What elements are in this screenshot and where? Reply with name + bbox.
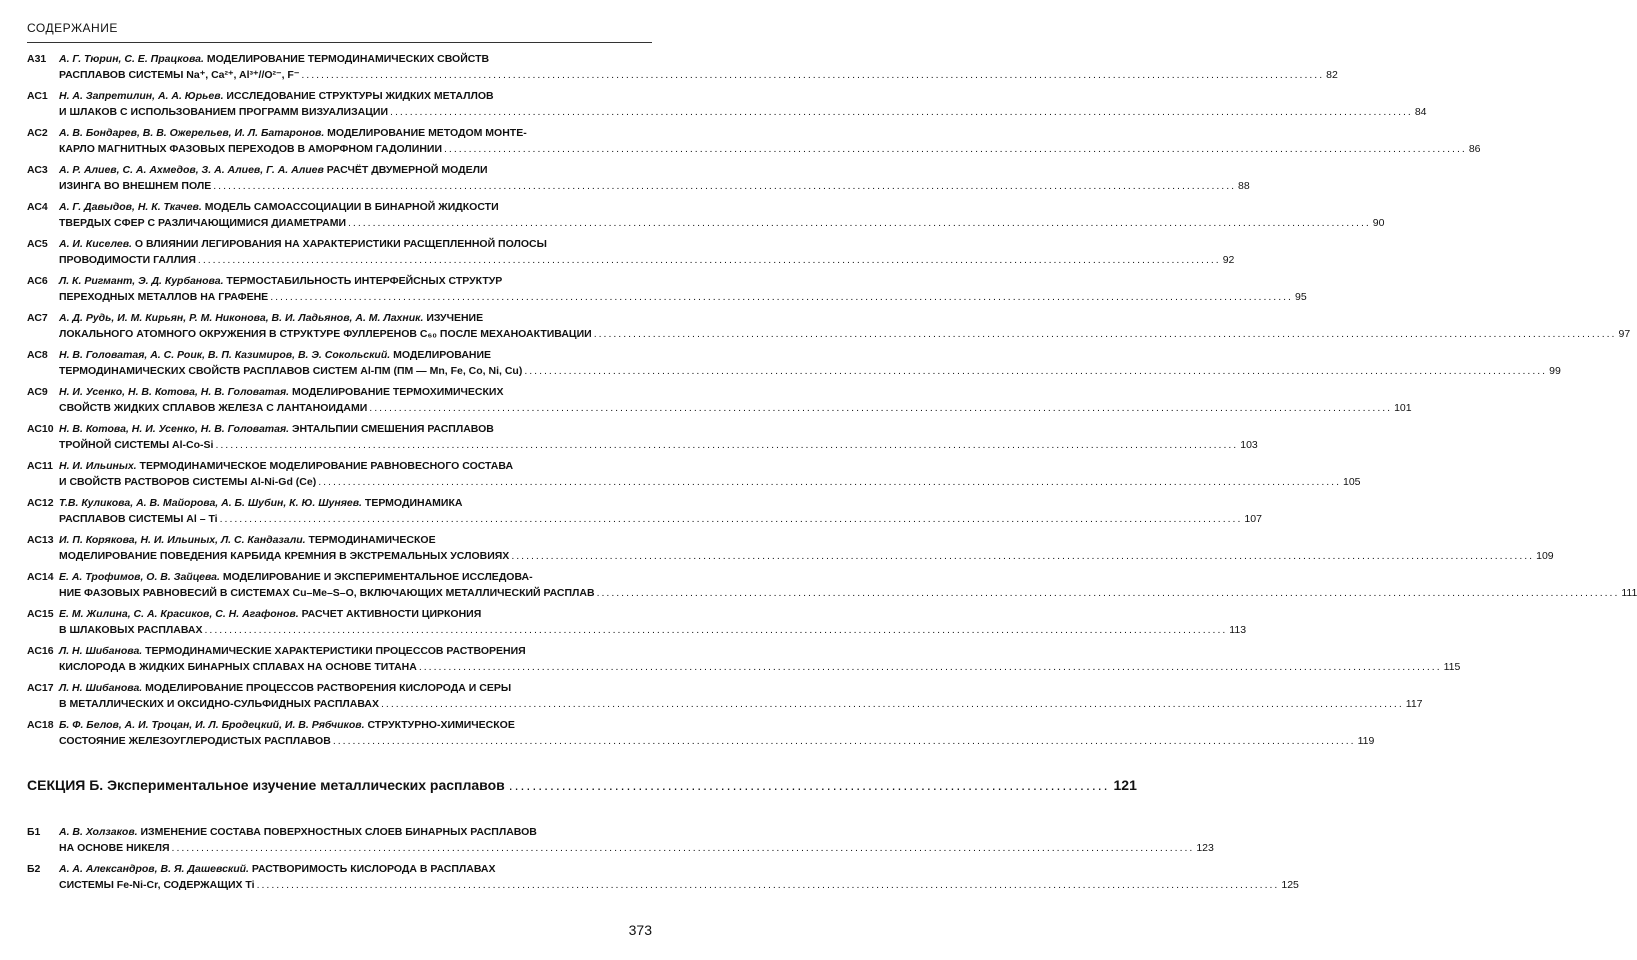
- entry-code: АС15: [27, 608, 54, 620]
- toc-list-b: [27, 825, 1299, 899]
- dot-leader: [348, 216, 1371, 232]
- entry-title: РАСТВОРИМОСТЬ КИСЛОРОДА В РАСПЛАВАХ: [248, 863, 496, 875]
- entry-title-cont: ТВЕРДЫХ СФЕР С РАЗЛИЧАЮЩИМИСЯ ДИАМЕТРАМИ: [59, 216, 346, 229]
- entry-authors: А. И. Киселев.: [59, 238, 132, 250]
- entry-title-cont: СВОЙСТВ ЖИДКИХ СПЛАВОВ ЖЕЛЕЗА С ЛАНТАНОИДАМИ: [59, 401, 368, 414]
- entry-title-cont: ТРОЙНОЙ СИСТЕМЫ Al-Co-Si: [59, 438, 214, 451]
- dot-leader: [333, 734, 1356, 750]
- dot-leader: [198, 253, 1221, 269]
- entry-page: 101: [1394, 401, 1412, 414]
- entry-title: ТЕРМОДИНАМИЧЕСКОЕ МОДЕЛИРОВАНИЕ РАВНОВЕСНОГО СОСТАВА: [136, 460, 514, 472]
- toc-entry[interactable]: [27, 126, 1481, 157]
- toc-entry[interactable]: [27, 496, 1262, 527]
- toc-entry[interactable]: [27, 385, 1412, 416]
- dot-leader: [597, 586, 1620, 602]
- entry-title-cont: МОДЕЛИРОВАНИЕ ПОВЕДЕНИЯ КАРБИДА КРЕМНИЯ В ЭКСТРЕМАЛЬНЫХ УСЛОВИЯХ: [59, 549, 510, 562]
- entry-code: АС7: [27, 312, 48, 324]
- entry-page: 113: [1229, 623, 1247, 636]
- toc-entry[interactable]: [27, 200, 1385, 231]
- entry-title: СТРУКТУРНО-ХИМИЧЕСКОЕ: [364, 719, 515, 731]
- entry-title-cont: ЛОКАЛЬНОГО АТОМНОГО ОКРУЖЕНИЯ В СТРУКТУРЕ ФУЛЛЕРЕНОВ C₆₀ ПОСЛЕ МЕХАНОАКТИВАЦИИ: [59, 327, 592, 340]
- toc-list: [27, 52, 1637, 755]
- toc-entry[interactable]: [27, 459, 1361, 490]
- entry-title: ТЕРМОДИНАМИЧЕСКОЕ: [305, 534, 436, 546]
- toc-entry[interactable]: [27, 570, 1637, 601]
- entry-authors: А. В. Бондарев, В. В. Ожерельев, И. Л. Батаронов.: [59, 127, 325, 139]
- entry-code: АС3: [27, 164, 48, 176]
- entry-code: АС9: [27, 386, 48, 398]
- entry-title: ТЕРМОСТАБИЛЬНОСТЬ ИНТЕРФЕЙСНЫХ СТРУКТУР: [223, 275, 503, 287]
- dot-leader: [257, 878, 1280, 894]
- entry-authors: И. П. Корякова, Н. И. Ильиных, Л. С. Кандазали.: [59, 534, 306, 546]
- entry-title: РАСЧЕТ АКТИВНОСТИ ЦИРКОНИЯ: [298, 608, 482, 620]
- entry-title-cont: ПРОВОДИМОСТИ ГАЛЛИЯ: [59, 253, 196, 266]
- entry-title-cont: ПЕРЕХОДНЫХ МЕТАЛЛОВ НА ГРАФЕНЕ: [59, 290, 269, 303]
- entry-title: ЭНТАЛЬПИИ СМЕШЕНИЯ РАСПЛАВОВ: [289, 423, 494, 435]
- dot-leader: [511, 549, 1534, 565]
- entry-title-cont: РАСПЛАВОВ СИСТЕМЫ Na⁺, Ca²⁺, Al³⁺//O²⁻, F⁻: [59, 68, 300, 81]
- entry-page: 86: [1468, 142, 1481, 155]
- entry-title: МОДЕЛИРОВАНИЕ ТЕРМОХИМИЧЕСКИХ: [289, 386, 504, 398]
- entry-title-cont: НА ОСНОВЕ НИКЕЛЯ: [59, 841, 170, 854]
- entry-code: АС8: [27, 349, 48, 361]
- entry-page: 90: [1372, 216, 1385, 229]
- entry-authors: А. В. Холзаков.: [59, 826, 138, 838]
- toc-entry[interactable]: [27, 825, 1214, 856]
- entry-authors: Е. М. Жилина, С. А. Красиков, С. Н. Агафонов.: [59, 608, 299, 620]
- entry-code: АС18: [27, 719, 54, 731]
- entry-page: 115: [1443, 660, 1461, 673]
- entry-page: 97: [1618, 327, 1631, 340]
- dot-leader: [369, 401, 1392, 417]
- entry-page: 103: [1240, 438, 1258, 451]
- entry-authors: А. Д. Рудь, И. М. Кирьян, Р. М. Никонова, В. И. Ладьянов, А. М. Лахник.: [59, 312, 424, 324]
- dot-leader: [172, 841, 1195, 857]
- entry-code: АС5: [27, 238, 48, 250]
- entry-authors: А. Г. Давыдов, Н. К. Ткачев.: [59, 201, 202, 213]
- entry-authors: А. Г. Тюрин, С. Е. Працкова.: [59, 53, 204, 65]
- entry-code: АС2: [27, 127, 48, 139]
- entry-code: АС13: [27, 534, 54, 546]
- entry-title-cont: ИЗИНГА ВО ВНЕШНЕМ ПОЛЕ: [59, 179, 212, 192]
- entry-title-cont: КАРЛО МАГНИТНЫХ ФАЗОВЫХ ПЕРЕХОДОВ В АМОРФНОМ ГАДОЛИНИИ: [59, 142, 443, 155]
- entry-code: АС14: [27, 571, 54, 583]
- entry-authors: Л. Н. Шибанова.: [59, 645, 143, 657]
- entry-page: 117: [1405, 697, 1423, 710]
- entry-title-cont: СИСТЕМЫ Fe-Ni-Cr, СОДЕРЖАЩИХ Ti: [59, 878, 255, 891]
- entry-title-cont: КИСЛОРОДА В ЖИДКИХ БИНАРНЫХ СПЛАВАХ НА ОСНОВЕ ТИТАНА: [59, 660, 417, 673]
- entry-authors: Н. А. Запретилин, А. А. Юрьев.: [59, 90, 224, 102]
- entry-code: Б2: [27, 863, 41, 875]
- entry-code: АС12: [27, 497, 54, 509]
- entry-authors: Н. В. Котова, Н. И. Усенко, Н. В. Головатая.: [59, 423, 290, 435]
- entry-title-cont: ТЕРМОДИНАМИЧЕСКИХ СВОЙСТВ РАСПЛАВОВ СИСТЕМ Al-ПМ (ПМ — Mn, Fe, Co, Ni, Cu): [59, 364, 523, 377]
- entry-title-cont: СОСТОЯНИЕ ЖЕЛЕЗОУГЛЕРОДИСТЫХ РАСПЛАВОВ: [59, 734, 331, 747]
- entry-title-cont: В ШЛАКОВЫХ РАСПЛАВАХ: [59, 623, 203, 636]
- toc-entry[interactable]: [27, 311, 1631, 342]
- entry-code: АС10: [27, 423, 54, 435]
- entry-authors: Н. В. Головатая, А. С. Роик, В. П. Казимиров, В. Э. Сокольский.: [59, 349, 391, 361]
- entry-code: АС4: [27, 201, 48, 213]
- entry-page: 109: [1536, 549, 1554, 562]
- entry-code: АС17: [27, 682, 54, 694]
- dot-leader: [390, 105, 1413, 121]
- entry-page: 107: [1244, 512, 1262, 525]
- entry-authors: Б. Ф. Белов, А. И. Троцан, И. Л. Бродецкий, И. В. Рябчиков.: [59, 719, 365, 731]
- section-heading[interactable]: [27, 777, 1137, 793]
- entry-code: АС6: [27, 275, 48, 287]
- dot-leader: [381, 697, 1404, 713]
- entry-authors: Л. Н. Шибанова.: [59, 682, 143, 694]
- entry-page: 82: [1326, 68, 1338, 81]
- entry-title: МОДЕЛИРОВАНИЕ МЕТОДОМ МОНТЕ-: [324, 127, 527, 139]
- entry-code: А31: [27, 53, 47, 65]
- entry-title: ТЕРМОДИНАМИКА: [361, 497, 463, 509]
- dot-leader: [215, 438, 1238, 454]
- dot-leader: [318, 475, 1341, 491]
- entry-title-cont: И СВОЙСТВ РАСТВОРОВ СИСТЕМЫ Al-Ni-Gd (Ce): [59, 475, 317, 488]
- entry-page: 123: [1196, 841, 1214, 854]
- dot-leader: [524, 364, 1547, 380]
- entry-title: МОДЕЛИРОВАНИЕ ТЕРМОДИНАМИЧЕСКИХ СВОЙСТВ: [203, 53, 490, 65]
- entry-authors: Л. К. Ригмант, Э. Д. Курбанова.: [59, 275, 224, 287]
- section-page: 121: [1113, 777, 1137, 793]
- dot-leader: [220, 512, 1243, 528]
- entry-authors: А. А. Александров, В. Я. Дашевский.: [59, 863, 249, 875]
- running-header: [27, 14, 652, 43]
- entry-authors: Е. А. Трофимов, О. В. Зайцева.: [59, 571, 220, 583]
- entry-title: ИЗУЧЕНИЕ: [423, 312, 484, 324]
- entry-title-cont: НИЕ ФАЗОВЫХ РАВНОВЕСИЙ В СИСТЕМАХ Cu–Me–S–O, ВКЛЮЧАЮЩИХ МЕТАЛЛИЧЕСКИЙ РАСПЛАВ: [59, 586, 595, 599]
- entry-page: 84: [1414, 105, 1427, 118]
- entry-title: ИЗМЕНЕНИЕ СОСТАВА ПОВЕРХНОСТНЫХ СЛОЕВ БИНАРНЫХ РАСПЛАВОВ: [137, 826, 537, 838]
- entry-title: ИССЛЕДОВАНИЕ СТРУКТУРЫ ЖИДКИХ МЕТАЛЛОВ: [223, 90, 494, 102]
- dot-leader: [444, 142, 1467, 158]
- toc-entry[interactable]: [27, 274, 1307, 305]
- entry-title: МОДЕЛИРОВАНИЕ: [390, 349, 492, 361]
- entry-authors: А. Р. Алиев, С. А. Ахмедов, З. А. Алиев, Г. А. Алиев: [59, 164, 324, 176]
- entry-code: АС1: [27, 90, 48, 102]
- toc-entry[interactable]: [27, 681, 1423, 712]
- toc-entry[interactable]: [27, 644, 1461, 675]
- entry-authors: Н. И. Ильиных.: [59, 460, 137, 472]
- dot-leader: [205, 623, 1228, 639]
- entry-title: МОДЕЛИРОВАНИЕ ПРОЦЕССОВ РАСТВОРЕНИЯ КИСЛОРОДА И СЕРЫ: [142, 682, 512, 694]
- page-number: 373: [628, 922, 652, 938]
- toc-entry[interactable]: [27, 607, 1247, 638]
- entry-page: 125: [1281, 878, 1299, 891]
- dot-leader: [509, 777, 1110, 793]
- toc-entry[interactable]: [27, 163, 1250, 194]
- dot-leader: [270, 290, 1293, 306]
- entry-code: АС11: [27, 460, 54, 472]
- entry-title: РАСЧЁТ ДВУМЕРНОЙ МОДЕЛИ: [323, 164, 488, 176]
- entry-code: АС16: [27, 645, 54, 657]
- dot-leader: [213, 179, 1236, 195]
- entry-code: Б1: [27, 826, 41, 838]
- entry-page: 119: [1357, 734, 1375, 747]
- entry-page: 105: [1343, 475, 1361, 488]
- entry-page: 88: [1238, 179, 1250, 192]
- toc-entry[interactable]: [27, 348, 1561, 379]
- entry-title: МОДЕЛЬ САМОАССОЦИАЦИИ В БИНАРНОЙ ЖИДКОСТИ: [201, 201, 499, 213]
- toc-entry[interactable]: [27, 862, 1299, 893]
- header-title: СОДЕРЖАНИЕ: [27, 21, 118, 35]
- toc-entry[interactable]: [27, 52, 1338, 83]
- entry-title-cont: В МЕТАЛЛИЧЕСКИХ И ОКСИДНО-СУЛЬФИДНЫХ РАСПЛАВАХ: [59, 697, 379, 710]
- entry-authors: Н. И. Усенко, Н. В. Котова, Н. В. Головатая.: [59, 386, 290, 398]
- entry-page: 95: [1294, 290, 1307, 303]
- toc-entry[interactable]: [27, 237, 1235, 268]
- entry-title: ТЕРМОДИНАМИЧЕСКИЕ ХАРАКТЕРИСТИКИ ПРОЦЕССОВ РАСТВОРЕНИЯ: [142, 645, 526, 657]
- entry-authors: Т.В. Куликова, А. В. Майорова, А. Б. Шубин, К. Ю. Шуняев.: [59, 497, 362, 509]
- toc-entry[interactable]: [27, 533, 1554, 564]
- dot-leader: [419, 660, 1442, 676]
- entry-title-cont: И ШЛАКОВ С ИСПОЛЬЗОВАНИЕМ ПРОГРАММ ВИЗУАЛИЗАЦИИ: [59, 105, 389, 118]
- entry-page: 92: [1222, 253, 1235, 266]
- toc-entry[interactable]: [27, 89, 1427, 120]
- section-title: СЕКЦИЯ Б. Экспериментальное изучение металлических расплавов: [27, 777, 505, 793]
- entry-title-cont: РАСПЛАВОВ СИСТЕМЫ Al – Ti: [59, 512, 218, 525]
- entry-page: 111: [1621, 586, 1637, 599]
- entry-page: 99: [1549, 364, 1561, 377]
- entry-title: О ВЛИЯНИИ ЛЕГИРОВАНИЯ НА ХАРАКТЕРИСТИКИ РАСЩЕПЛЕННОЙ ПОЛОСЫ: [131, 238, 547, 250]
- toc-entry[interactable]: [27, 718, 1375, 749]
- entry-title: МОДЕЛИРОВАНИЕ И ЭКСПЕРИМЕНТАЛЬНОЕ ИССЛЕДОВА-: [219, 571, 533, 583]
- dot-leader: [594, 327, 1617, 343]
- toc-entry[interactable]: [27, 422, 1258, 453]
- dot-leader: [301, 68, 1324, 84]
